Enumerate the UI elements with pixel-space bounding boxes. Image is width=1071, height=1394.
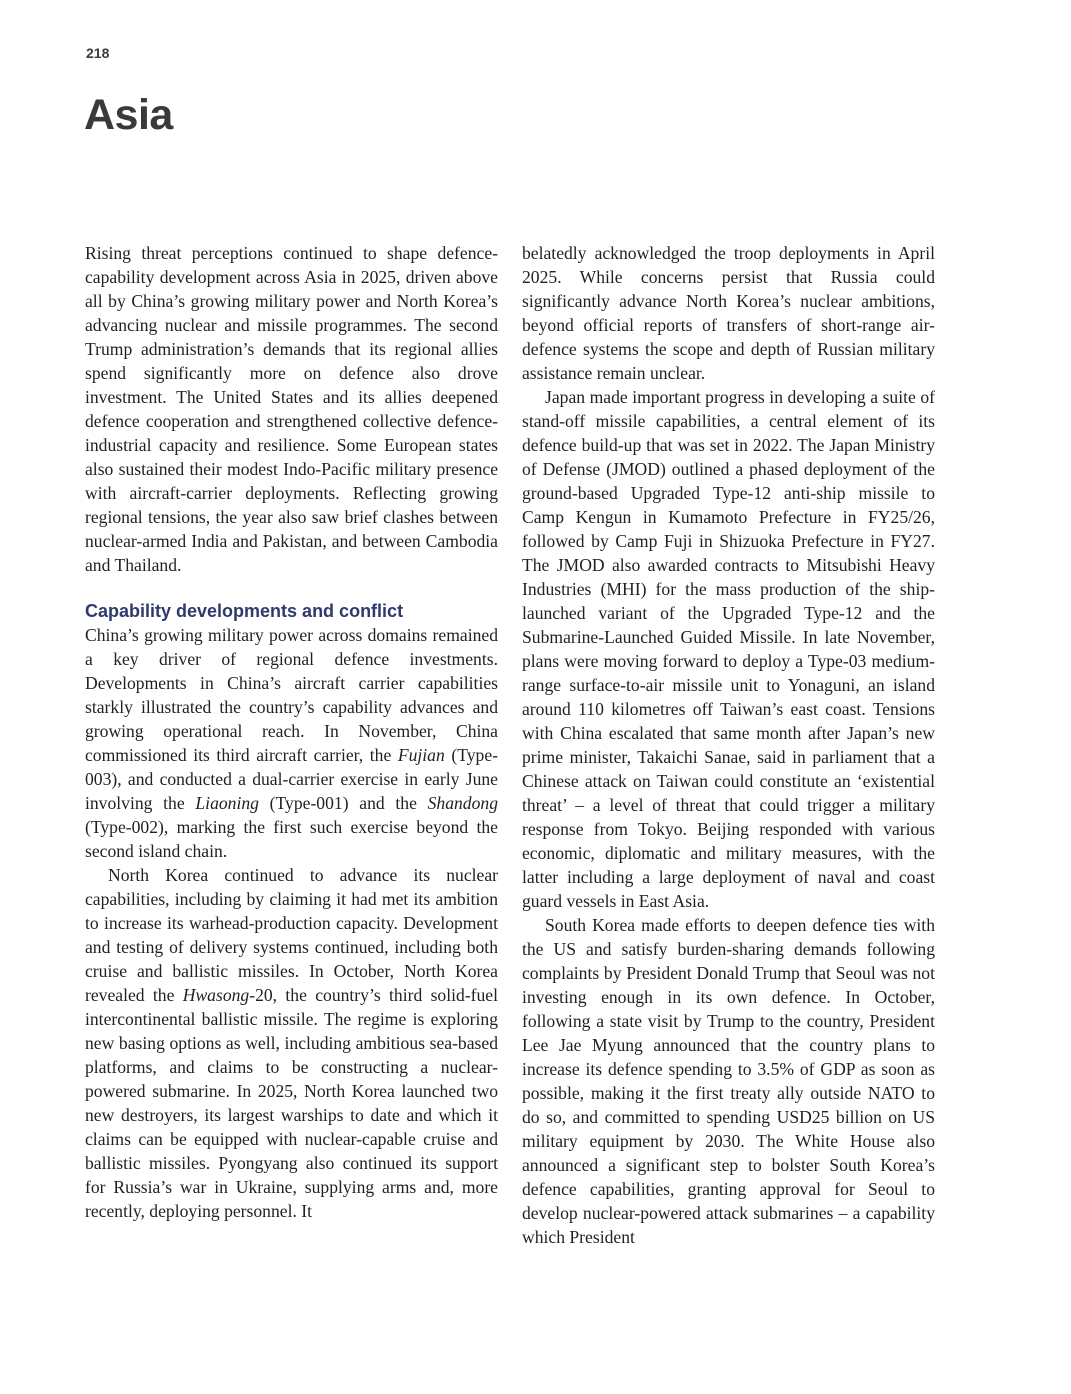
text-span: (Type-003), and conducted a dual-carrier exercise in early June involving the xyxy=(85,745,499,813)
text-span: -20, the country’s third solid-fuel intercontinental ballistic missile. The regime is exploring new basing options as well, including ambitious sea-based platforms, and claims to be constructing a nuclear-powered submarine. In 2025, North Korea launched two new destroyers, its largest warships to date and which it claims can be equipped with nuclear-capable cruise and ballistic missiles. Pyongyang also continued its support for Russia’s war in Ukraine, supplying arms and, more recently, deploying personnel. It xyxy=(85,985,499,1221)
text-span: North Korea continued to advance its nuclear capabilities, including by claiming it had met its ambition to increase its warhead-production capacity. Development and testing of delivery systems continued, including both cruise and ballistic missiles. In October, North Korea revealed the xyxy=(85,865,498,1005)
intro-paragraph: Rising threat perceptions continued to shape defence-capability development across Asia in 2025, driven above all by China’s growing military power and North Korea’s advancing nuclear and missile programmes. The second Trump administration’s demands that its regional allies spend significantly more on defence also drove investment. The United States and its allies deepened defence cooperation and strengthened collective defence-industrial capacity and resilience. Some European states also sustained their modest Indo-Pacific military presence with aircraft-carrier deployments. Reflecting growing regional tensions, the year also saw brief clashes between nuclear-armed India and Pakistan, and between Cambodia and Thailand. xyxy=(85,243,498,575)
missile-name: Hwasong xyxy=(182,985,250,1005)
text-span: (Type-001) and the xyxy=(258,793,428,813)
text-span: China’s growing military power across domains remained a key driver of regional defence investments. Developments in China’s aircraft carrier capabilities starkly illustrated the country’s capability advances and growing operational reach. In November, China commissioned its third aircraft carrier, the xyxy=(85,625,498,765)
china-paragraph xyxy=(85,623,498,863)
ship-name: Liaoning xyxy=(195,793,259,813)
ship-name: Shandong xyxy=(427,793,498,813)
ship-name: Fujian xyxy=(397,745,445,765)
russia-paragraph: belatedly acknowledged the troop deployments in April 2025. While concerns persist that Russia could significantly advance North Korea’s nuclear ambitions, beyond official reports of transfers of short-range air-defence systems the scope and depth of Russian military assistance remain unclear. xyxy=(522,243,935,383)
north-korea-paragraph xyxy=(85,863,498,1223)
section-heading: Capability developments and conflict xyxy=(85,601,404,621)
japan-paragraph: Japan made important progress in developing a suite of stand-off missile capabilities, a central element of its defence build-up that was set in 2022. The Japan Ministry of Defense (JMOD) outlined a phased deployment of the ground-based Upgraded Type-12 anti-ship missile to Camp Kengun in Kumamoto Prefecture in FY25/26, followed by Camp Fuji in Shizuoka Prefecture in FY27. The JMOD also awarded contracts to Mitsubishi Heavy Industries (MHI) for the mass production of the ship-launched variant of the Upgraded Type-12 and the Submarine-Launched Guided Missile. In late November, plans were moving forward to deploy a Type-03 medium-range surface-to-air missile unit to Yonaguni, an island around 110 kilometres off Taiwan’s east coast. Tensions with China escalated that same month after Japan’s new prime minister, Takaichi Sanae, said in parliament that a Chinese attack on Taiwan could constitute an ‘existential threat’ – a level of threat that could trigger a military response from Tokyo. Beijing responded with various economic, diplomatic and military measures, with the latter including a large deployment of naval and coast guard vessels in East Asia. xyxy=(522,387,935,911)
right-column xyxy=(522,241,935,1249)
south-korea-paragraph: South Korea made efforts to deepen defence ties with the US and satisfy burden-sharing demands following complaints by President Donald Trump that Seoul was not investing enough in its own defence. In October, following a state visit by Trump to the country, President Lee Jae Myung announced that the country plans to increase its defence spending to 3.5% of GDP as soon as possible, making it the first treaty ally outside NATO to do so, and committed to spending USD25 billion on US military equipment by 2030. The White House also announced a significant step to bolster South Korea’s defence capabilities, granting approval for Seoul to develop nuclear-powered attack submarines – a capability which President xyxy=(522,915,935,1247)
page-title: Asia xyxy=(84,91,173,139)
left-column xyxy=(85,241,498,1223)
page-number: 218 xyxy=(86,45,110,61)
text-span: (Type-002), marking the first such exercise beyond the second island chain. xyxy=(85,817,498,861)
